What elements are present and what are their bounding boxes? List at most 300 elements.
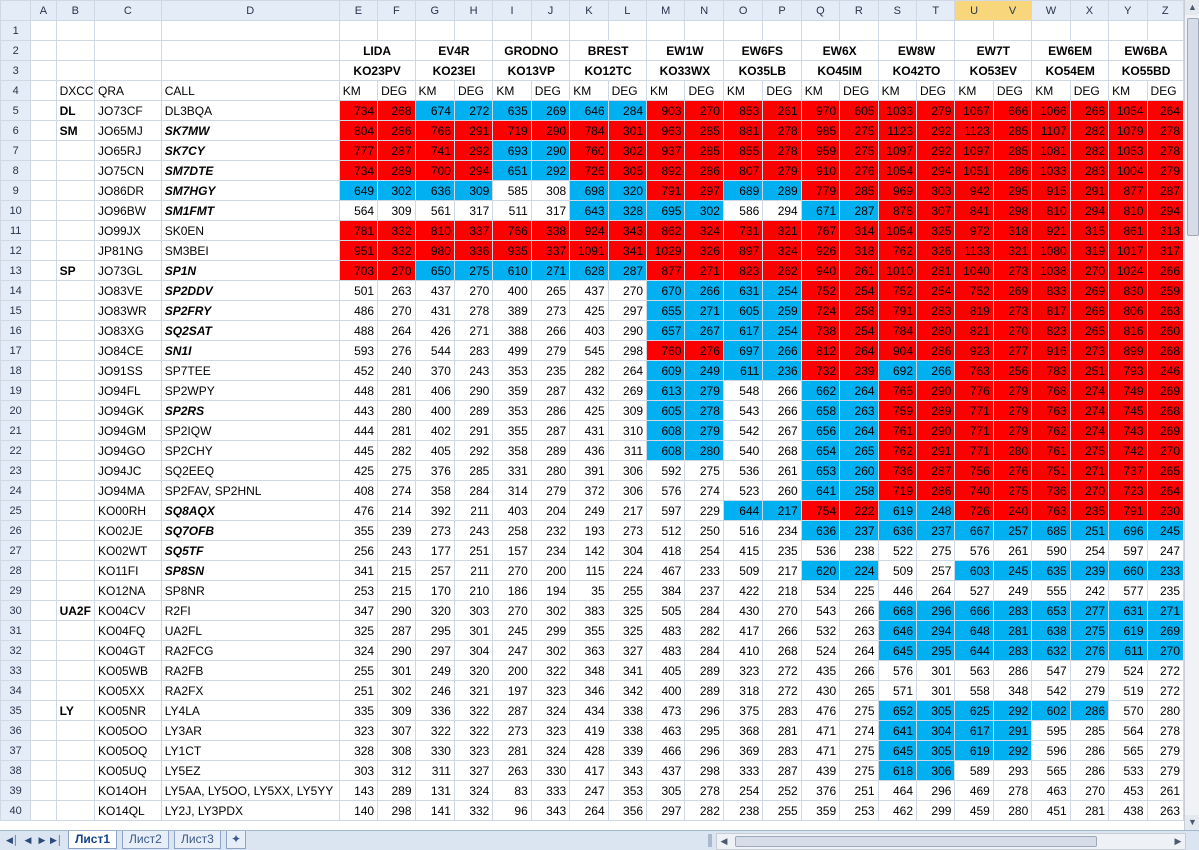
- cell[interactable]: [840, 21, 878, 41]
- deg-cell[interactable]: 294: [1147, 201, 1183, 221]
- column-header-r[interactable]: R: [840, 1, 878, 21]
- station-name[interactable]: EW6X: [801, 41, 878, 61]
- deg-cell[interactable]: 261: [763, 101, 801, 121]
- cell[interactable]: [56, 61, 94, 81]
- km-cell[interactable]: 608: [647, 441, 685, 461]
- column-header-c[interactable]: C: [95, 1, 162, 21]
- column-header-p[interactable]: P: [763, 1, 801, 21]
- station-locator[interactable]: KO23PV: [339, 61, 415, 81]
- deg-cell[interactable]: 343: [531, 801, 569, 821]
- deg-cell[interactable]: 271: [685, 261, 723, 281]
- km-cell[interactable]: 589: [955, 761, 993, 781]
- km-cell[interactable]: 631: [1109, 601, 1147, 621]
- deg-cell[interactable]: 286: [1070, 761, 1108, 781]
- vertical-scroll-thumb[interactable]: [1187, 18, 1199, 236]
- km-cell[interactable]: 467: [647, 561, 685, 581]
- deg-cell[interactable]: 235: [1147, 581, 1183, 601]
- deg-cell[interactable]: 270: [993, 321, 1031, 341]
- km-cell[interactable]: 328: [339, 741, 377, 761]
- deg-cell[interactable]: 291: [993, 721, 1031, 741]
- dxcc-cell[interactable]: [56, 581, 94, 601]
- deg-cell[interactable]: 272: [763, 681, 801, 701]
- km-cell[interactable]: 542: [723, 421, 762, 441]
- km-header[interactable]: KM: [801, 81, 839, 101]
- row-header-20[interactable]: 20: [1, 401, 31, 421]
- deg-cell[interactable]: 302: [608, 141, 646, 161]
- deg-cell[interactable]: 301: [378, 661, 415, 681]
- km-cell[interactable]: 281: [493, 741, 531, 761]
- deg-cell[interactable]: 211: [454, 561, 492, 581]
- km-cell[interactable]: 263: [493, 761, 531, 781]
- deg-cell[interactable]: 286: [531, 401, 569, 421]
- km-cell[interactable]: 756: [955, 461, 993, 481]
- km-cell[interactable]: 631: [723, 281, 762, 301]
- qra-cell[interactable]: JO73GL: [95, 261, 162, 281]
- km-cell[interactable]: 736: [1032, 481, 1070, 501]
- deg-cell[interactable]: 321: [454, 681, 492, 701]
- km-cell[interactable]: 425: [339, 461, 377, 481]
- deg-cell[interactable]: 339: [608, 741, 646, 761]
- km-cell[interactable]: 776: [955, 381, 993, 401]
- deg-cell[interactable]: 302: [685, 201, 723, 221]
- deg-cell[interactable]: 298: [608, 341, 646, 361]
- km-cell[interactable]: 1079: [1109, 121, 1147, 141]
- km-cell[interactable]: 737: [1109, 461, 1147, 481]
- deg-cell[interactable]: 266: [1147, 261, 1183, 281]
- km-cell[interactable]: 532: [801, 621, 839, 641]
- km-cell[interactable]: 666: [955, 601, 993, 621]
- km-cell[interactable]: 405: [415, 441, 454, 461]
- deg-cell[interactable]: 268: [1070, 301, 1108, 321]
- call-cell[interactable]: LY1CT: [161, 741, 339, 761]
- km-cell[interactable]: 115: [570, 561, 608, 581]
- deg-cell[interactable]: 310: [608, 421, 646, 441]
- km-cell[interactable]: 383: [570, 601, 608, 621]
- call-cell[interactable]: R2FI: [161, 601, 339, 621]
- column-header-o[interactable]: O: [723, 1, 762, 21]
- qra-cell[interactable]: KO14OH: [95, 781, 162, 801]
- km-cell[interactable]: 1067: [955, 101, 993, 121]
- km-cell[interactable]: 1038: [1032, 261, 1070, 281]
- km-cell[interactable]: 585: [493, 181, 531, 201]
- deg-cell[interactable]: 273: [993, 301, 1031, 321]
- deg-cell[interactable]: 322: [531, 661, 569, 681]
- km-cell[interactable]: 855: [723, 141, 762, 161]
- station-name[interactable]: EW6EM: [1032, 41, 1109, 61]
- km-cell[interactable]: 483: [647, 621, 685, 641]
- deg-cell[interactable]: 292: [993, 741, 1031, 761]
- km-cell[interactable]: 734: [339, 161, 377, 181]
- deg-cell[interactable]: 296: [917, 781, 955, 801]
- km-cell[interactable]: 238: [723, 801, 762, 821]
- km-cell[interactable]: 646: [570, 101, 608, 121]
- km-cell[interactable]: 418: [647, 541, 685, 561]
- deg-cell[interactable]: 320: [454, 661, 492, 681]
- deg-cell[interactable]: 268: [1070, 101, 1108, 121]
- cell[interactable]: [31, 101, 56, 121]
- deg-cell[interactable]: 260: [1147, 321, 1183, 341]
- km-cell[interactable]: 697: [723, 341, 762, 361]
- row-header-21[interactable]: 21: [1, 421, 31, 441]
- deg-cell[interactable]: 341: [608, 661, 646, 681]
- qra-cell[interactable]: KO14QL: [95, 801, 162, 821]
- km-cell[interactable]: 1107: [1032, 121, 1070, 141]
- km-cell[interactable]: 760: [570, 141, 608, 161]
- km-cell[interactable]: 823: [723, 261, 762, 281]
- deg-cell[interactable]: 278: [454, 301, 492, 321]
- km-cell[interactable]: 602: [1032, 701, 1070, 721]
- deg-cell[interactable]: 275: [1070, 441, 1108, 461]
- deg-cell[interactable]: 272: [1147, 661, 1183, 681]
- km-cell[interactable]: 609: [647, 361, 685, 381]
- deg-cell[interactable]: 260: [763, 481, 801, 501]
- km-cell[interactable]: 570: [1109, 701, 1147, 721]
- km-cell[interactable]: 446: [878, 581, 916, 601]
- km-cell[interactable]: 726: [955, 501, 993, 521]
- deg-cell[interactable]: 290: [608, 321, 646, 341]
- km-cell[interactable]: 140: [339, 801, 377, 821]
- deg-cell[interactable]: 286: [685, 161, 723, 181]
- km-cell[interactable]: 323: [339, 721, 377, 741]
- deg-cell[interactable]: 275: [1070, 621, 1108, 641]
- km-cell[interactable]: 641: [878, 721, 916, 741]
- km-cell[interactable]: 904: [878, 341, 916, 361]
- km-cell[interactable]: 743: [1109, 421, 1147, 441]
- km-header[interactable]: KM: [570, 81, 608, 101]
- km-cell[interactable]: 899: [1109, 341, 1147, 361]
- deg-cell[interactable]: 276: [685, 341, 723, 361]
- call-cell[interactable]: SP8SN: [161, 561, 339, 581]
- deg-cell[interactable]: 266: [840, 601, 878, 621]
- row-header-5[interactable]: 5: [1, 101, 31, 121]
- deg-cell[interactable]: 224: [608, 561, 646, 581]
- km-cell[interactable]: 597: [647, 501, 685, 521]
- deg-cell[interactable]: 273: [531, 301, 569, 321]
- dxcc-cell[interactable]: [56, 501, 94, 521]
- km-cell[interactable]: 437: [570, 281, 608, 301]
- km-cell[interactable]: 428: [570, 741, 608, 761]
- km-cell[interactable]: 422: [723, 581, 762, 601]
- cell[interactable]: [31, 441, 56, 461]
- deg-cell[interactable]: 287: [378, 621, 415, 641]
- km-cell[interactable]: 170: [415, 581, 454, 601]
- km-cell[interactable]: 1024: [1109, 261, 1147, 281]
- deg-cell[interactable]: 289: [917, 401, 955, 421]
- row-header-25[interactable]: 25: [1, 501, 31, 521]
- dxcc-cell[interactable]: [56, 441, 94, 461]
- deg-cell[interactable]: 264: [840, 341, 878, 361]
- deg-cell[interactable]: 301: [454, 621, 492, 641]
- km-cell[interactable]: 392: [415, 501, 454, 521]
- row-header-26[interactable]: 26: [1, 521, 31, 541]
- deg-cell[interactable]: 327: [608, 641, 646, 661]
- km-cell[interactable]: 1040: [955, 261, 993, 281]
- qra-cell[interactable]: JO83XG: [95, 321, 162, 341]
- km-cell[interactable]: 812: [801, 341, 839, 361]
- cell[interactable]: [31, 741, 56, 761]
- km-cell[interactable]: 586: [723, 201, 762, 221]
- call-cell[interactable]: SM3BEI: [161, 241, 339, 261]
- deg-cell[interactable]: 281: [378, 421, 415, 441]
- km-cell[interactable]: 270: [493, 601, 531, 621]
- deg-cell[interactable]: 270: [608, 281, 646, 301]
- km-cell[interactable]: 628: [570, 261, 608, 281]
- cell[interactable]: [723, 21, 762, 41]
- km-cell[interactable]: 438: [1109, 801, 1147, 821]
- deg-cell[interactable]: 268: [763, 641, 801, 661]
- km-cell[interactable]: 324: [339, 641, 377, 661]
- cell[interactable]: [31, 641, 56, 661]
- km-cell[interactable]: 649: [339, 181, 377, 201]
- km-cell[interactable]: 486: [339, 301, 377, 321]
- deg-cell[interactable]: 325: [608, 601, 646, 621]
- km-cell[interactable]: 641: [801, 481, 839, 501]
- call-cell[interactable]: SK7CY: [161, 141, 339, 161]
- deg-cell[interactable]: 279: [993, 401, 1031, 421]
- deg-cell[interactable]: 271: [1070, 461, 1108, 481]
- deg-cell[interactable]: 289: [763, 181, 801, 201]
- call-cell[interactable]: SP2WPY: [161, 381, 339, 401]
- km-cell[interactable]: 611: [1109, 641, 1147, 661]
- station-locator[interactable]: KO53EV: [955, 61, 1032, 81]
- row-header-39[interactable]: 39: [1, 781, 31, 801]
- deg-cell[interactable]: 287: [917, 461, 955, 481]
- km-cell[interactable]: 516: [723, 521, 762, 541]
- km-cell[interactable]: 405: [647, 661, 685, 681]
- km-cell[interactable]: 83: [493, 781, 531, 801]
- dxcc-cell[interactable]: [56, 281, 94, 301]
- dxcc-cell[interactable]: [56, 461, 94, 481]
- deg-cell[interactable]: 283: [763, 741, 801, 761]
- qra-cell[interactable]: JO65MJ: [95, 121, 162, 141]
- dxcc-cell[interactable]: [56, 741, 94, 761]
- km-cell[interactable]: 403: [493, 501, 531, 521]
- deg-cell[interactable]: 251: [1070, 521, 1108, 541]
- km-cell[interactable]: 644: [723, 501, 762, 521]
- first-sheet-icon[interactable]: ◀│: [6, 835, 19, 845]
- deg-cell[interactable]: 315: [1070, 221, 1108, 241]
- km-cell[interactable]: 970: [801, 101, 839, 121]
- deg-cell[interactable]: 270: [685, 101, 723, 121]
- km-cell[interactable]: 547: [1032, 661, 1070, 681]
- call-cell[interactable]: LY3AR: [161, 721, 339, 741]
- deg-cell[interactable]: 296: [685, 701, 723, 721]
- deg-cell[interactable]: 278: [993, 781, 1031, 801]
- km-cell[interactable]: 644: [955, 641, 993, 661]
- call-cell[interactable]: SP2RS: [161, 401, 339, 421]
- dxcc-cell[interactable]: UA2F: [56, 601, 94, 621]
- dxcc-cell[interactable]: [56, 201, 94, 221]
- km-cell[interactable]: 1004: [1109, 161, 1147, 181]
- deg-cell[interactable]: 265: [840, 441, 878, 461]
- km-cell[interactable]: 804: [339, 121, 377, 141]
- deg-cell[interactable]: 298: [378, 801, 415, 821]
- cell[interactable]: [1070, 21, 1108, 41]
- cell[interactable]: [31, 181, 56, 201]
- dxcc-cell[interactable]: [56, 341, 94, 361]
- call-cell[interactable]: LY5AA, LY5OO, LY5XX, LY5YY: [161, 781, 339, 801]
- deg-cell[interactable]: 292: [454, 141, 492, 161]
- deg-cell[interactable]: 285: [1070, 721, 1108, 741]
- deg-cell[interactable]: 279: [1147, 761, 1183, 781]
- dxcc-cell[interactable]: [56, 141, 94, 161]
- km-cell[interactable]: 762: [878, 441, 916, 461]
- km-cell[interactable]: 807: [723, 161, 762, 181]
- km-cell[interactable]: 636: [801, 521, 839, 541]
- km-cell[interactable]: 754: [801, 501, 839, 521]
- km-cell[interactable]: 595: [1032, 721, 1070, 741]
- deg-cell[interactable]: 294: [917, 161, 955, 181]
- column-header-t[interactable]: T: [917, 1, 955, 21]
- km-cell[interactable]: 249: [415, 661, 454, 681]
- cell[interactable]: [917, 21, 955, 41]
- row-header-10[interactable]: 10: [1, 201, 31, 221]
- call-cell[interactable]: SP2FAV, SP2HNL: [161, 481, 339, 501]
- column-header-k[interactable]: K: [570, 1, 608, 21]
- km-cell[interactable]: 738: [801, 321, 839, 341]
- deg-cell[interactable]: 282: [685, 621, 723, 641]
- station-name[interactable]: EW1W: [647, 41, 724, 61]
- km-cell[interactable]: 425: [570, 401, 608, 421]
- km-cell[interactable]: 256: [339, 541, 377, 561]
- deg-cell[interactable]: 323: [454, 741, 492, 761]
- deg-cell[interactable]: 269: [1147, 381, 1183, 401]
- deg-cell[interactable]: 290: [378, 601, 415, 621]
- km-cell[interactable]: 759: [878, 401, 916, 421]
- deg-cell[interactable]: 301: [917, 681, 955, 701]
- km-cell[interactable]: 969: [878, 181, 916, 201]
- deg-cell[interactable]: 287: [378, 141, 415, 161]
- station-name[interactable]: EW6FS: [723, 41, 801, 61]
- deg-cell[interactable]: 324: [454, 781, 492, 801]
- deg-cell[interactable]: 304: [454, 641, 492, 661]
- deg-cell[interactable]: 269: [1070, 281, 1108, 301]
- km-cell[interactable]: 648: [955, 621, 993, 641]
- deg-cell[interactable]: 249: [685, 361, 723, 381]
- km-cell[interactable]: 519: [1109, 681, 1147, 701]
- deg-cell[interactable]: 263: [840, 621, 878, 641]
- km-cell[interactable]: 400: [415, 401, 454, 421]
- deg-cell[interactable]: 342: [608, 681, 646, 701]
- deg-cell[interactable]: 279: [1147, 161, 1183, 181]
- deg-cell[interactable]: 245: [993, 561, 1031, 581]
- km-cell[interactable]: 431: [415, 301, 454, 321]
- deg-cell[interactable]: 284: [685, 641, 723, 661]
- km-cell[interactable]: 1080: [1032, 241, 1070, 261]
- dxcc-cell[interactable]: [56, 761, 94, 781]
- call-cell[interactable]: SN1I: [161, 341, 339, 361]
- deg-cell[interactable]: 276: [993, 461, 1031, 481]
- km-cell[interactable]: 650: [415, 261, 454, 281]
- km-cell[interactable]: 375: [723, 701, 762, 721]
- deg-cell[interactable]: 306: [917, 761, 955, 781]
- deg-cell[interactable]: 263: [1147, 801, 1183, 821]
- row-header-37[interactable]: 37: [1, 741, 31, 761]
- deg-cell[interactable]: 333: [531, 781, 569, 801]
- km-cell[interactable]: 636: [415, 181, 454, 201]
- call-cell[interactable]: SP2DDV: [161, 281, 339, 301]
- scroll-right-icon[interactable]: ▶: [1174, 836, 1182, 846]
- deg-cell[interactable]: 248: [917, 501, 955, 521]
- cell[interactable]: [31, 521, 56, 541]
- qra-cell[interactable]: KO11FI: [95, 561, 162, 581]
- km-cell[interactable]: 193: [570, 521, 608, 541]
- km-cell[interactable]: 985: [801, 121, 839, 141]
- km-cell[interactable]: 131: [415, 781, 454, 801]
- km-cell[interactable]: 417: [570, 761, 608, 781]
- dxcc-cell[interactable]: [56, 521, 94, 541]
- km-cell[interactable]: 619: [955, 741, 993, 761]
- km-cell[interactable]: 200: [493, 661, 531, 681]
- deg-cell[interactable]: 317: [531, 201, 569, 221]
- deg-cell[interactable]: 280: [993, 441, 1031, 461]
- cell[interactable]: [31, 701, 56, 721]
- km-cell[interactable]: 410: [723, 641, 762, 661]
- dxcc-cell[interactable]: [56, 381, 94, 401]
- deg-cell[interactable]: 275: [454, 261, 492, 281]
- deg-cell[interactable]: 251: [1070, 361, 1108, 381]
- km-cell[interactable]: 937: [647, 141, 685, 161]
- deg-cell[interactable]: 281: [917, 261, 955, 281]
- deg-cell[interactable]: 268: [1147, 341, 1183, 361]
- deg-cell[interactable]: 239: [840, 361, 878, 381]
- deg-cell[interactable]: 324: [763, 241, 801, 261]
- deg-cell[interactable]: 268: [378, 101, 415, 121]
- deg-cell[interactable]: 295: [917, 641, 955, 661]
- qra-cell[interactable]: JO94JC: [95, 461, 162, 481]
- km-cell[interactable]: 434: [570, 701, 608, 721]
- deg-cell[interactable]: 274: [378, 481, 415, 501]
- call-cell[interactable]: SK0EN: [161, 221, 339, 241]
- qra-cell[interactable]: KO05OQ: [95, 741, 162, 761]
- deg-cell[interactable]: 283: [454, 341, 492, 361]
- sheet-tab-1[interactable]: Лист1: [68, 831, 117, 849]
- km-cell[interactable]: 791: [878, 301, 916, 321]
- km-cell[interactable]: 400: [647, 681, 685, 701]
- km-cell[interactable]: 251: [339, 681, 377, 701]
- km-cell[interactable]: 654: [801, 441, 839, 461]
- deg-cell[interactable]: 282: [1070, 121, 1108, 141]
- deg-cell[interactable]: 270: [378, 301, 415, 321]
- deg-cell[interactable]: 294: [454, 161, 492, 181]
- km-cell[interactable]: 439: [801, 761, 839, 781]
- deg-cell[interactable]: 194: [531, 581, 569, 601]
- deg-cell[interactable]: 305: [608, 161, 646, 181]
- deg-cell[interactable]: 311: [608, 441, 646, 461]
- km-cell[interactable]: 353: [493, 401, 531, 421]
- deg-cell[interactable]: 245: [1147, 521, 1183, 541]
- cell[interactable]: [801, 21, 839, 41]
- dxcc-cell[interactable]: [56, 681, 94, 701]
- call-header[interactable]: CALL: [161, 81, 339, 101]
- km-cell[interactable]: 336: [415, 701, 454, 721]
- deg-cell[interactable]: 293: [993, 761, 1031, 781]
- row-header-29[interactable]: 29: [1, 581, 31, 601]
- km-cell[interactable]: 777: [339, 141, 377, 161]
- deg-cell[interactable]: 249: [993, 581, 1031, 601]
- km-cell[interactable]: 543: [801, 601, 839, 621]
- km-cell[interactable]: 749: [1109, 381, 1147, 401]
- row-header-3[interactable]: 3: [1, 61, 31, 81]
- km-cell[interactable]: 443: [339, 401, 377, 421]
- km-cell[interactable]: 617: [955, 721, 993, 741]
- deg-cell[interactable]: 309: [378, 701, 415, 721]
- row-header-40[interactable]: 40: [1, 801, 31, 821]
- deg-cell[interactable]: 287: [763, 761, 801, 781]
- deg-cell[interactable]: 292: [917, 121, 955, 141]
- deg-cell[interactable]: 270: [1070, 261, 1108, 281]
- km-cell[interactable]: 603: [955, 561, 993, 581]
